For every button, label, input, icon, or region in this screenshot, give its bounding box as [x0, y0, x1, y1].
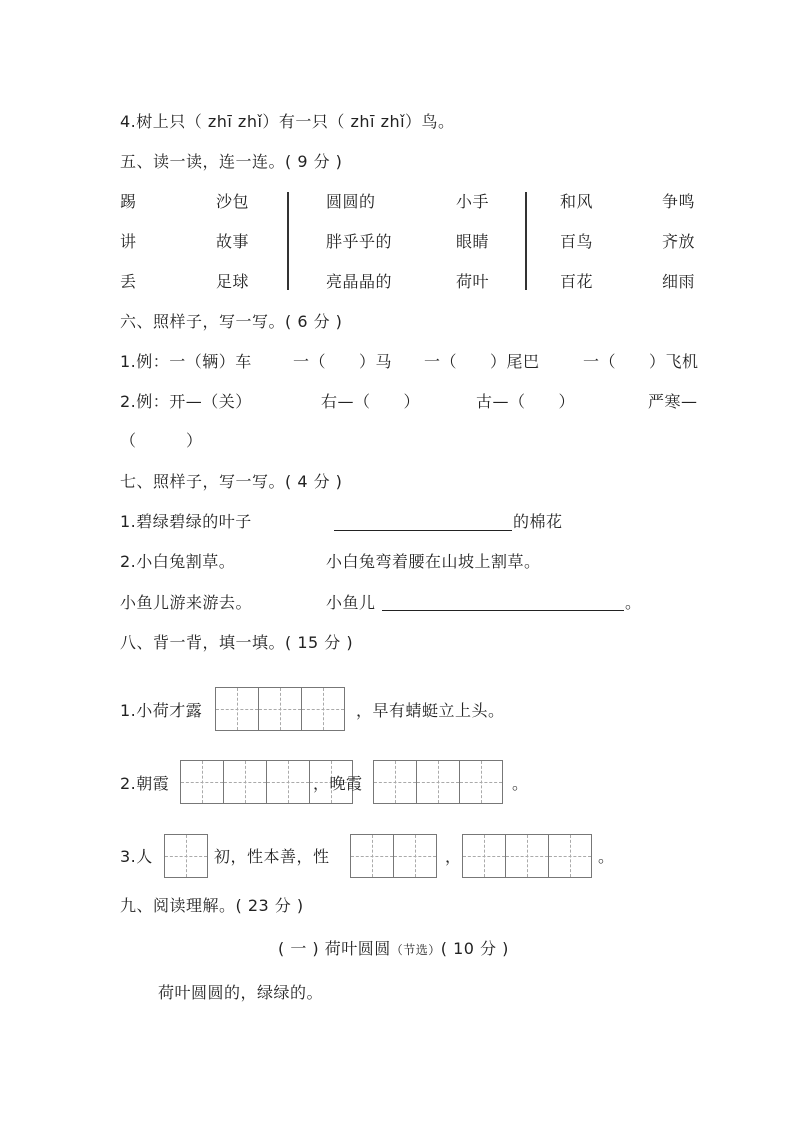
s8-line-1-prefix: 1.小荷才露	[120, 701, 203, 720]
s7-item-2-example: 小白兔弯着腰在山坡上割草。	[326, 552, 541, 571]
s5-c4-2: 眼睛	[456, 232, 490, 251]
question-4: 4.树上只（ zhī zhǐ）有一只（ zhī zhǐ）鸟。	[120, 112, 455, 131]
s5-c6-1: 争鸣	[662, 192, 696, 211]
section-5-title: 五、读一读，连一连。( 9 分 )	[120, 152, 343, 171]
reading-subtitle	[278, 939, 509, 960]
s5-c3-1: 圆圆的	[326, 192, 376, 211]
section-6-title: 六、照样子，写一写。( 6 分 )	[120, 312, 343, 331]
excerpt-note: （节选）	[390, 943, 441, 957]
s7-item-2: 2.小白兔割草。	[120, 552, 236, 571]
s6-blank-3[interactable]: 一（ ）飞机	[583, 352, 699, 371]
s5-c1-3: 丢	[120, 272, 137, 291]
s5-c1-1: 踢	[120, 192, 137, 211]
s6-blank-2[interactable]: 一（ ）尾巴	[424, 352, 540, 371]
s7-item-1: 1.碧绿碧绿的叶子	[120, 512, 252, 531]
s8-line-2-end: 。	[512, 774, 529, 793]
s8-line-3-comma: ，	[445, 847, 462, 866]
section-8-title: 八、背一背，填一填。( 15 分 )	[120, 633, 354, 652]
writing-grid[interactable]	[462, 834, 592, 878]
s5-c2-1: 沙包	[216, 192, 250, 211]
writing-grid[interactable]	[373, 760, 503, 804]
writing-grid[interactable]	[350, 834, 437, 878]
writing-grid[interactable]	[215, 687, 345, 731]
s6-blank-6[interactable]: （ ）	[120, 431, 203, 450]
s5-c6-3: 细雨	[662, 272, 696, 291]
s6-blank-1[interactable]: 一（ ）马	[293, 352, 393, 371]
s5-c1-2: 讲	[120, 232, 137, 251]
s5-c4-1: 小手	[456, 192, 490, 211]
s8-line-3-end: 。	[598, 847, 615, 866]
s7-item-3-prefix: 小鱼儿	[326, 593, 376, 612]
section-7-title: 七、照样子，写一写。( 4 分 )	[120, 472, 343, 491]
answer-line[interactable]	[334, 530, 512, 531]
s5-c2-3: 足球	[216, 272, 250, 291]
s5-c5-2: 百鸟	[560, 232, 594, 251]
s6-blank-5[interactable]: 古—（ ）	[476, 392, 576, 411]
s8-line-3-prefix: 3.人	[120, 847, 153, 866]
column-divider	[525, 192, 527, 290]
s6-blank-4[interactable]: 右—（ ）	[321, 392, 421, 411]
s5-c3-2: 胖乎乎的	[326, 232, 393, 251]
column-divider	[287, 192, 289, 290]
s7-item-1-suffix: 的棉花	[513, 512, 563, 531]
s8-line-2-mid: ，晚霞	[313, 774, 363, 793]
s5-c4-3: 荷叶	[456, 272, 490, 291]
writing-grid[interactable]	[164, 834, 208, 878]
s5-c2-2: 故事	[216, 232, 250, 251]
s6-example-2: 2.例：开—（关）	[120, 392, 252, 411]
reading-score: ( 10 分 )	[440, 939, 509, 958]
s6-example-1: 1.例：一（辆）车	[120, 352, 252, 371]
s8-line-1-suffix: ，早有蜻蜓立上头。	[356, 701, 505, 720]
s5-c5-3: 百花	[560, 272, 594, 291]
s7-item-3: 小鱼儿游来游去。	[120, 593, 253, 612]
s5-c3-3: 亮晶晶的	[326, 272, 393, 291]
answer-line[interactable]	[382, 610, 624, 611]
s6-item-severe-cold: 严寒—	[648, 392, 698, 411]
s7-item-3-end: 。	[625, 593, 642, 612]
s8-line-3-mid: 初，性本善，性	[214, 847, 330, 866]
reading-title: ( 一 ) 荷叶圆圆	[278, 939, 391, 958]
s5-c6-2: 齐放	[662, 232, 696, 251]
s5-c5-1: 和风	[560, 192, 594, 211]
section-9-title: 九、阅读理解。( 23 分 )	[120, 896, 304, 915]
reading-paragraph: 荷叶圆圆的，绿绿的。	[158, 983, 324, 1002]
s8-line-2-prefix: 2.朝霞	[120, 774, 170, 793]
